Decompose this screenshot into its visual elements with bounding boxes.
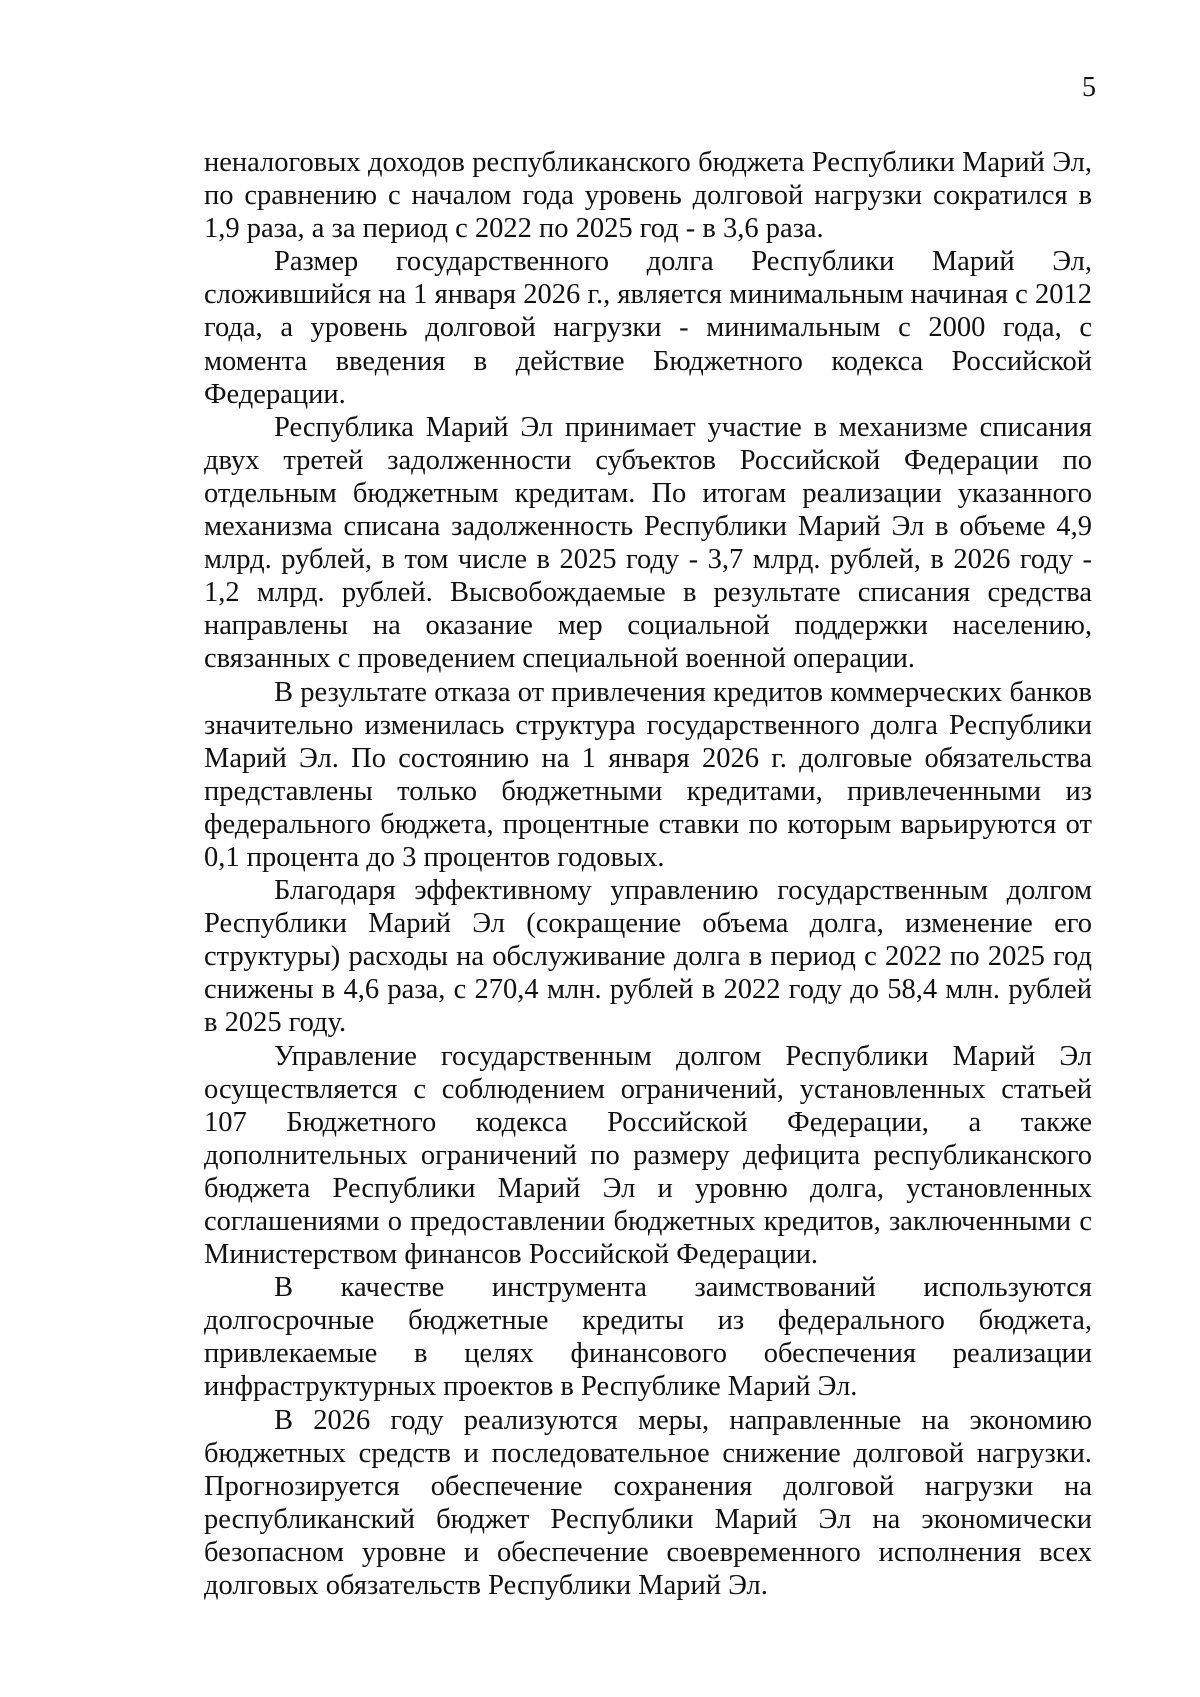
paragraph-2026-measures: В 2026 году реализуются меры, направленные на экономию бюджетных средств и последовательное снижение долговой нагрузки. Прогнозируется обеспечение сохранения долговой нагрузки на республиканский бюджет Республики Марий Эл на экономически безопасном уровне и обеспечение своевременного исполнения всех долговых обязательств Республики Марий Эл. [204,1404,1092,1602]
document-body [204,146,1092,1602]
paragraph-borrowing-instrument: В качестве инструмента заимствований используются долгосрочные бюджетные кредиты из федерального бюджета, привлекаемые в целях финансового обеспечения реализации инфраструктурных проектов в Республике Марий Эл. [204,1272,1092,1403]
paragraph-debt-management: Управление государственным долгом Республики Марий Эл осуществляется с соблюдением ограничений, установленных статьей 107 Бюджетного кодекса Российской Федерации, а также дополнительных ограничений по размеру дефицита республиканского бюджета Республики Марий Эл и уровню долга, установленных соглашениями о предоставлении бюджетных кредитов, заключенными с Министерством финансов Российской Федерации. [204,1040,1092,1271]
page-number: 5 [1082,72,1096,103]
paragraph-debt-structure: В результате отказа от привлечения кредитов коммерческих банков значительно изменилась структура государственного долга Республики Марий Эл. По состоянию на 1 января 2026 г. долговые обязательства представлены только бюджетными кредитами, привлеченными из федерального бюджета, процентные ставки по которым варьируются от 0,1 процента до 3 процентов годовых. [204,676,1092,873]
paragraph-debt-size: Размер государственного долга Республики Марий Эл, сложившийся на 1 января 2026 г., является минимальным начиная с 2012 года, а уровень долговой нагрузки - минимальным с 2000 года, с момента введения в действие Бюджетного кодекса Российской Федерации. [204,246,1092,410]
paragraph-debt-servicing: Благодаря эффективному управлению государственным долгом Республики Марий Эл (сокращение объема долга, изменение его структуры) расходы на обслуживание долга в период с 2022 по 2025 год снижены в 4,6 раза, с 270,4 млн. рублей в 2022 году до 58,4 млн. рублей в 2025 году. [204,875,1092,1039]
paragraph-debt-write-off: Республика Марий Эл принимает участие в механизме списания двух третей задолженности субъектов Российской Федерации по отдельным бюджетным кредитам. По итогам реализации указанного механизма списана задолженность Республики Марий Эл в объеме 4,9 млрд. рублей, в том числе в 2025 году - 3,7 млрд. рублей, в 2026 году - 1,2 млрд. рублей. Высвобождаемые в результате списания средства направлены на оказание мер социальной поддержки населению, связанных с проведением специальной военной операции. [204,411,1092,675]
paragraph-continuation: неналоговых доходов республиканского бюджета Республики Марий Эл, по сравнению с началом года уровень долговой нагрузки сократился в 1,9 раза, а за период с 2022 по 2025 год - в 3,6 раза. [204,147,1092,245]
